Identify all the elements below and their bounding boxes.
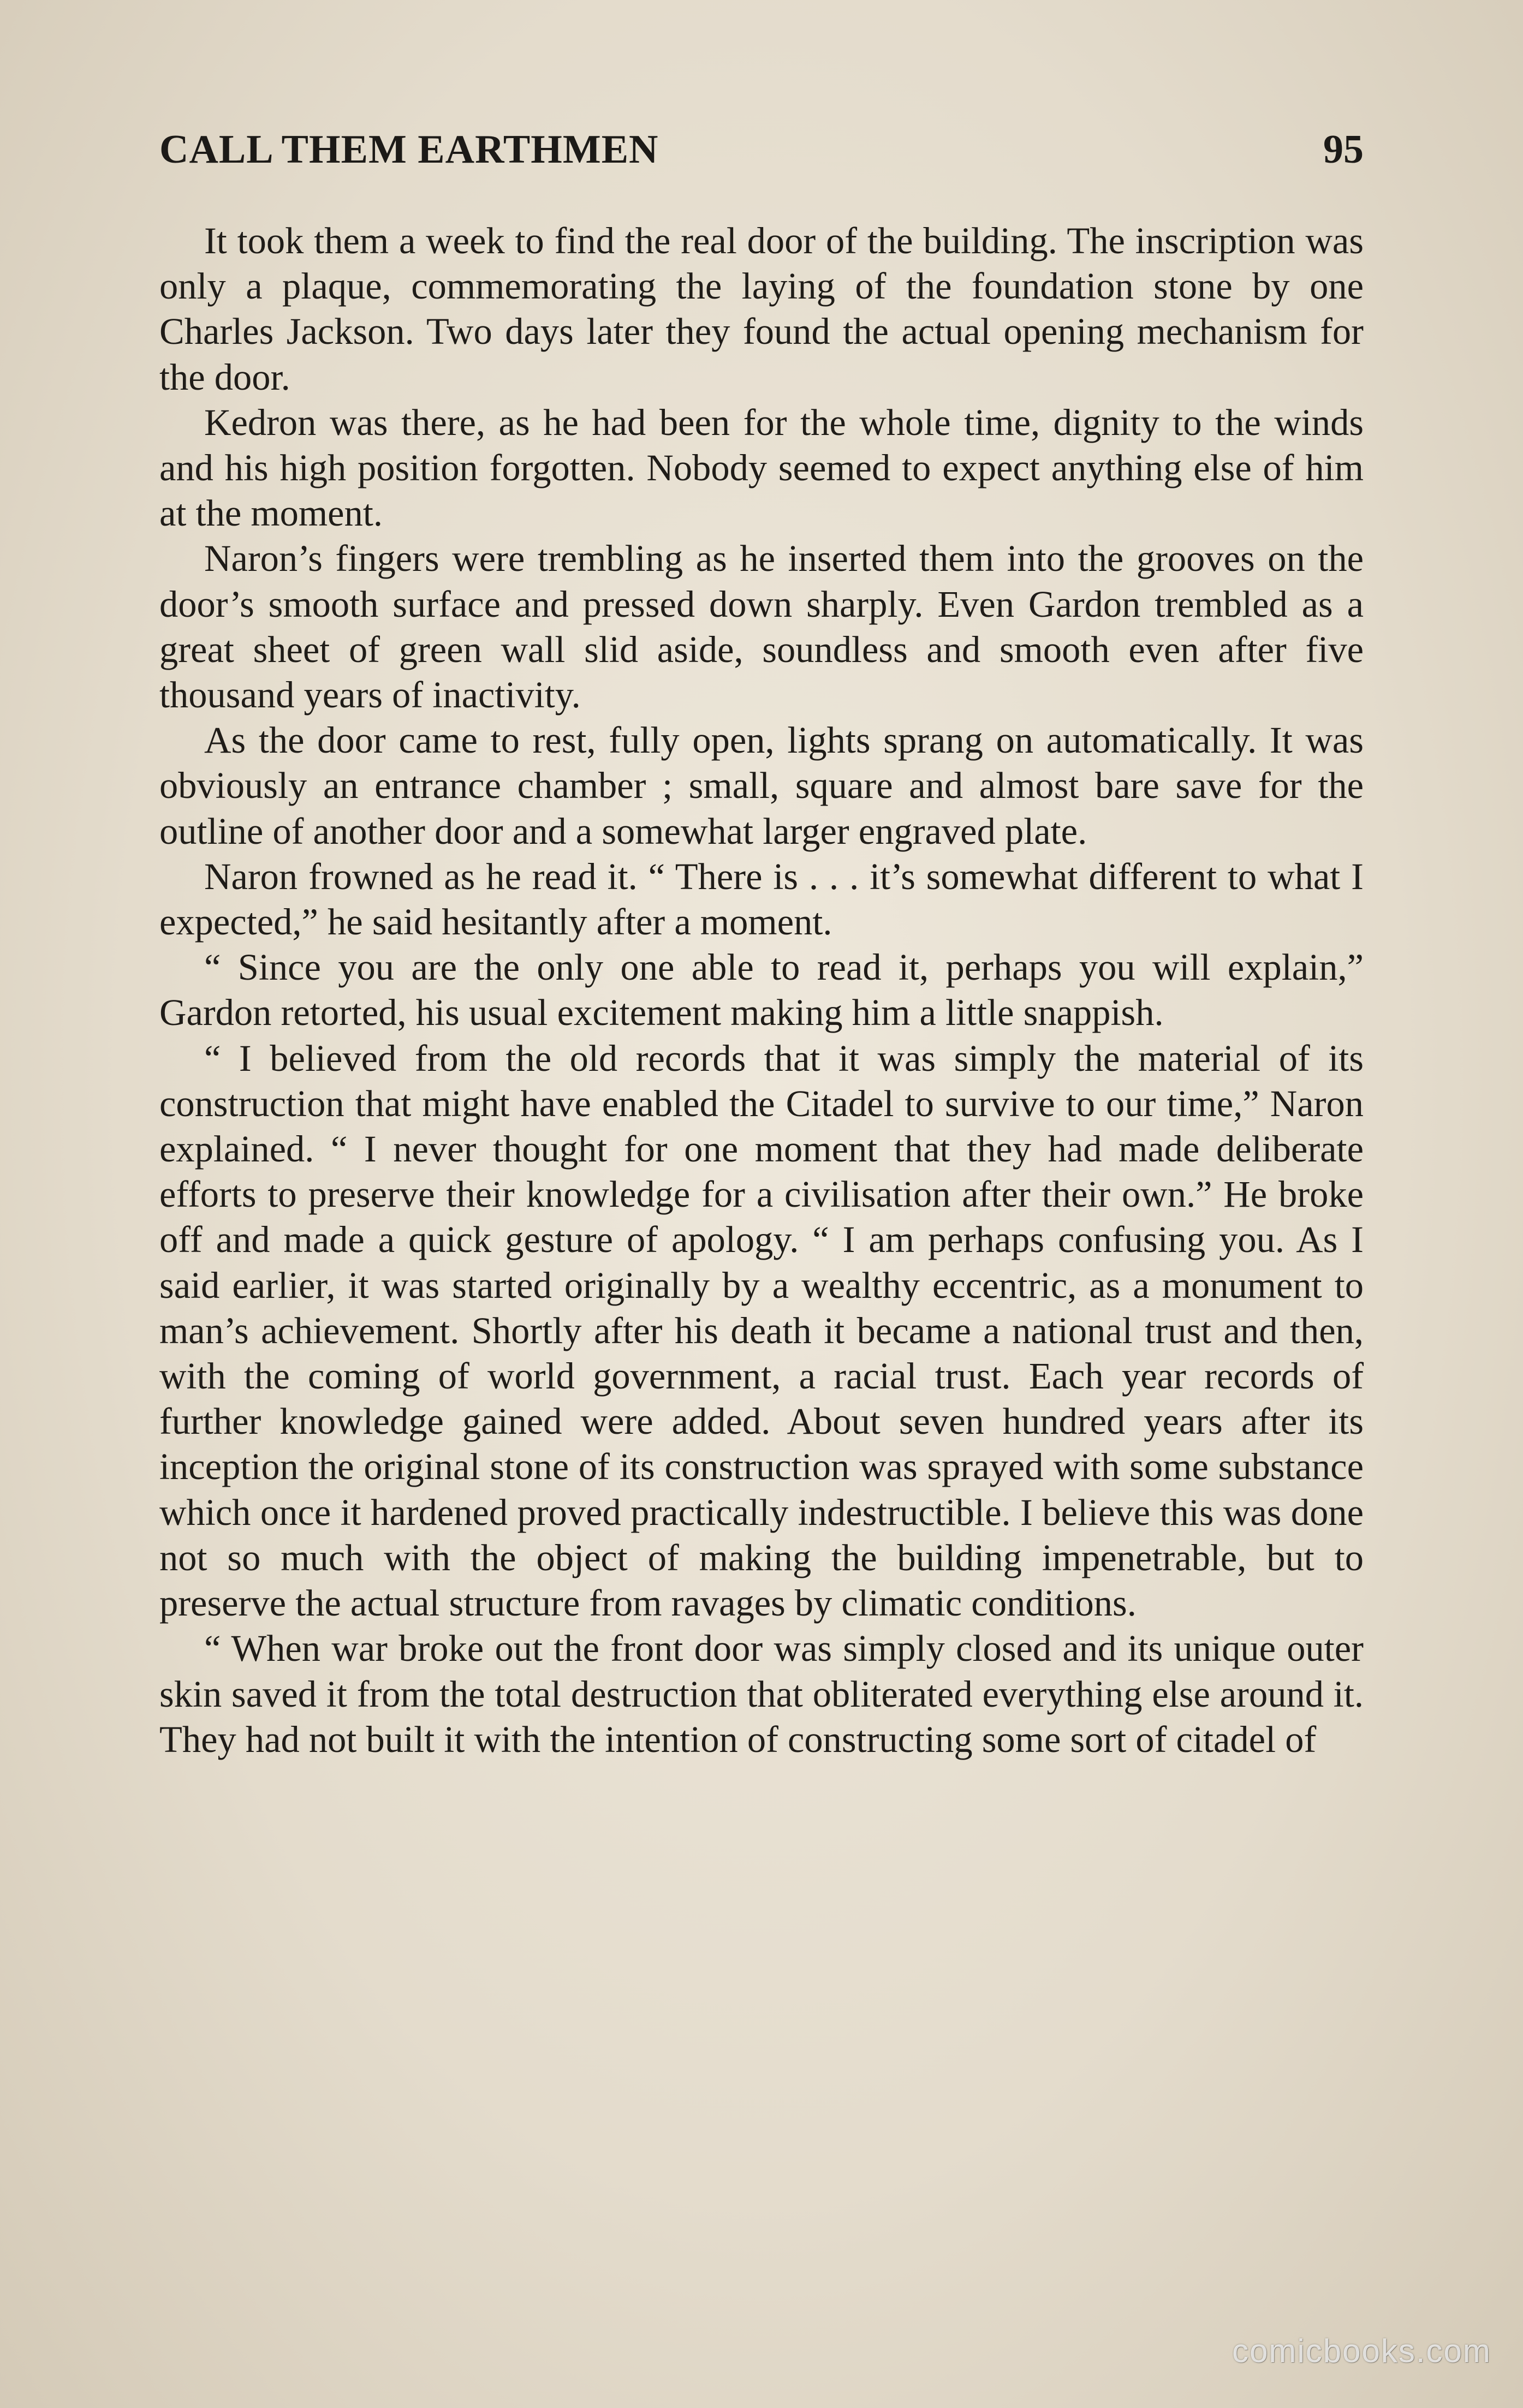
watermark: comicbooks.com (1232, 2333, 1491, 2369)
paragraph: Naron’s fingers were trembling as he inserted them into the grooves on the door’s smooth surface and pressed down sharply. Even Gardon trembled as a great sheet of green wall slid aside, soundless and smooth even after five thousand years of inactivity. (159, 538, 1364, 716)
paragraph: It took them a week to find the real door of the building. The inscription was only a plaque, commemorating the laying of the foundation stone by one Charles Jackson. Two days later they found the actual opening mechanism for the door. (159, 220, 1364, 398)
paragraph: “ When war broke out the front door was simply closed and its unique outer skin saved it from the total destruction that obliterated everything else around it. They had not built it with the intention of constructing some sort of citadel of (159, 1628, 1364, 1760)
page-header (159, 127, 1364, 176)
paragraph: “ I believed from the old records that it was simply the material of its construction that might have enabled the Citadel to survive to our time,” Naron explained. “ I never thought for one moment that they had made deliberate efforts to preserve their knowledge for a civilisation after their own.” He broke off and made a quick gesture of apology. “ I am perhaps confusing you. As I said earlier, it was started originally by a wealthy eccentric, as a monument to man’s achievement. Shortly after his death it became a national trust and then, with the coming of world government, a racial trust. Each year records of further knowledge gained were added. About seven hundred years after its inception the original stone of its construction was sprayed with some substance which once it hardened proved practically indestructible. I believe this was done not so much with the object of making the building impenetrable, but to preserve the actual structure from ravages by climatic conditions. (159, 1037, 1364, 1624)
paragraph: Naron frowned as he read it. “ There is . . . it’s somewhat different to what I expected,” he said hesitantly after a moment. (159, 855, 1364, 943)
paragraph: “ Since you are the only one able to read it, perhaps you will explain,” Gardon retorted, his usual excitement making him a little snappish. (159, 946, 1364, 1034)
paragraph: Kedron was there, as he had been for the whole time, dignity to the winds and his high position forgotten. Nobody seemed to expect anything else of him at the moment. (159, 401, 1364, 534)
body-text (159, 218, 1364, 1762)
running-title: CALL THEM EARTHMEN (159, 127, 659, 172)
paragraph: As the door came to rest, fully open, lights sprang on automatically. It was obviously an entrance chamber ; small, square and almost bare save for the outline of another door and a somewhat larger engraved plate. (159, 719, 1364, 852)
page-number: 95 (1323, 127, 1364, 172)
